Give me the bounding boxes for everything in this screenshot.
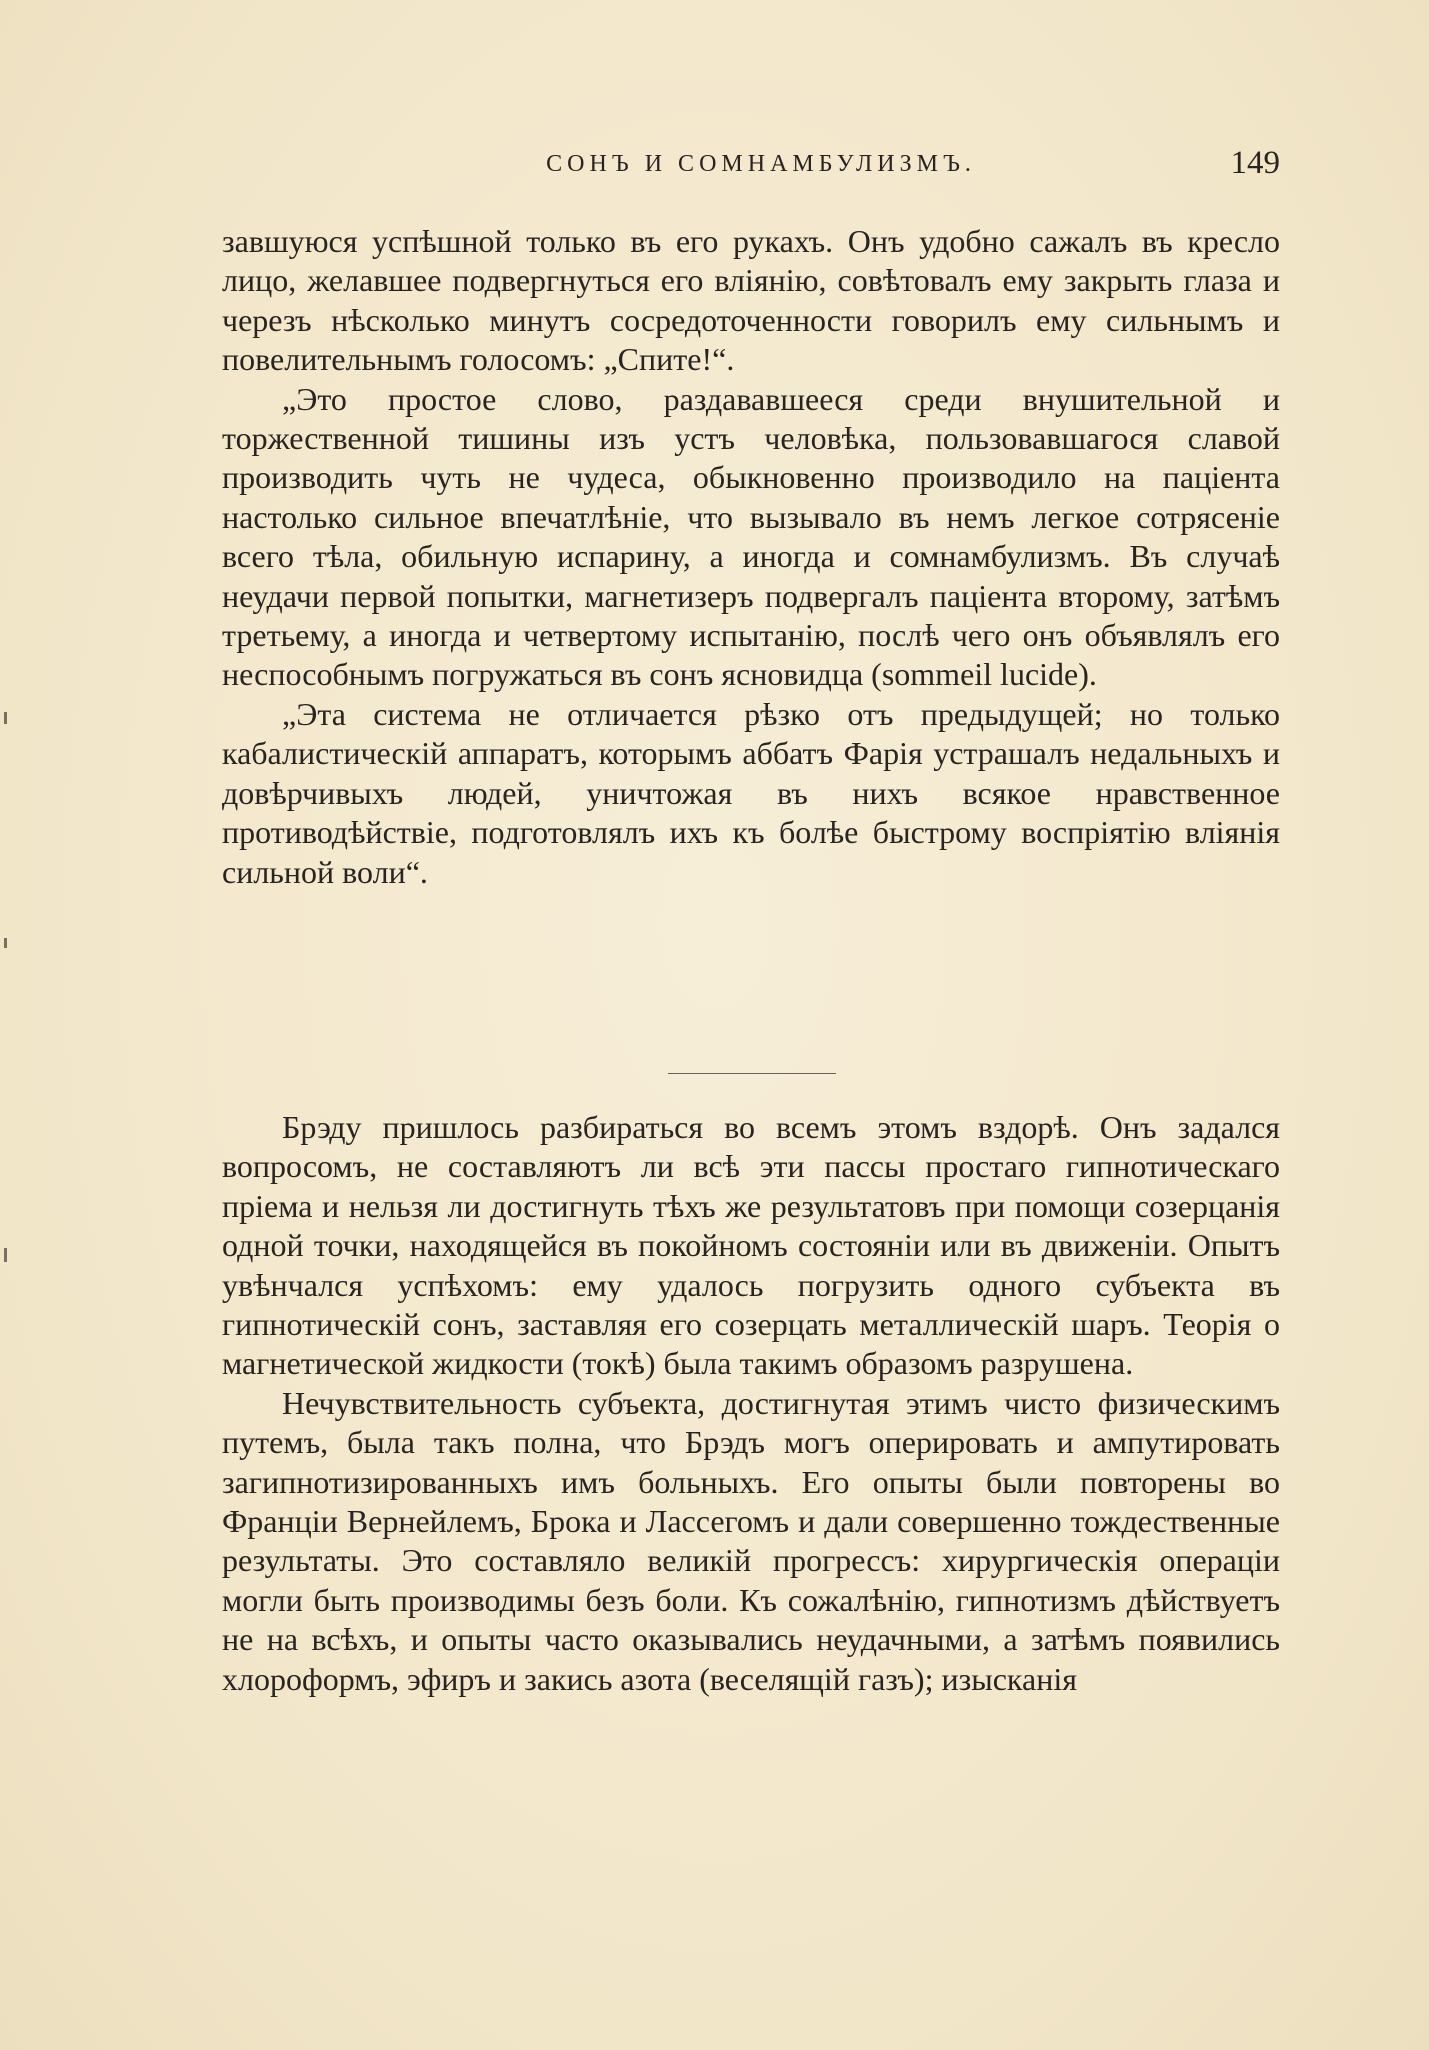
margin-mark: [4, 712, 7, 724]
paragraph: завшуюся успѣшной только въ его рукахъ. Онъ удобно сажалъ въ кресло лицо, желавшее подвергнуться его вліянію, совѣтовалъ ему закрыть глаза и черезъ нѣсколько минутъ сосредоточенности говорилъ ему сильнымъ и повелительнымъ голосомъ: „Спите!“.: [222, 223, 1280, 378]
paragraph: Брэду пришлось разбираться во всемъ этомъ вздорѣ. Онъ задался вопросомъ, не составляютъ ли всѣ эти пассы простаго гипнотическаго пріема и нельзя ли достигнуть тѣхъ же результатовъ при помощи созерцанія одной точки, находящейся въ покойномъ состояніи или въ движеніи. Опытъ увѣнчался успѣхомъ: ему удалось погрузить одного субъекта въ гипнотическій сонъ, заставляя его созерцать металлическій шаръ. Теорія о магнетической жидкости (токѣ) была такимъ образомъ разрушена.: [222, 1109, 1280, 1382]
paragraph: „Эта система не отличается рѣзко отъ предыдущей; но только кабалистическій аппаратъ, которымъ аббатъ Фарія устрашалъ недальныхъ и довѣрчивыхъ людей, уничтожая въ нихъ всякое нравственное противодѣйствіе, подготовлялъ ихъ къ болѣе быстрому воспріятію вліянія сильной воли“.: [222, 695, 1280, 890]
paragraph: Нечувствительность субъекта, достигнутая этимъ чисто физическимъ путемъ, была такъ полна, что Брэдъ могъ оперировать и ампутировать загипнотизированныхъ имъ больныхъ. Его опыты были повторены во Франціи Вернейлемъ, Брока и Лассегомъ и дали совершенно тождественные результаты. Это составляло великій прогрессъ: хирургическія операціи могли быть производимы безъ боли. Къ сожалѣнію, гипнотизмъ дѣйствуетъ не на всѣхъ, и опыты часто оказывались неудачными, а затѣмъ появились хлороформъ, эфиръ и закись азота (веселящій газъ); изысканія: [222, 1384, 1280, 1697]
running-title: СОНЪ И СОМНАМБУЛИЗМЪ.: [546, 151, 976, 177]
text-block-after-rule: [222, 1108, 1280, 1699]
margin-mark: [4, 1248, 7, 1262]
paragraph: „Это простое слово, раздававшееся среди внушительной и торжественной тишины изъ устъ человѣка, пользовавшагося славой производить чуть не чудеса, обыкновенно производило на паціента настолько сильное впечатлѣніе, что вызывало въ немъ легкое сотрясеніе всего тѣла, обильную испарину, а иногда и сомнамбулизмъ. Въ случаѣ неудачи первой попытки, магнетизеръ подвергалъ паціента второму, затѣмъ третьему, а иногда и четвертому испытанію, послѣ чего онъ объявлялъ его неспособнымъ погружаться въ сонъ ясновидца (sommeil lucide).: [222, 380, 1280, 693]
page-header: [222, 145, 1280, 195]
section-divider: [668, 1073, 836, 1074]
margin-mark: [4, 938, 7, 948]
text-block-before-rule: [222, 222, 1280, 892]
page-number: 149: [1230, 145, 1280, 181]
